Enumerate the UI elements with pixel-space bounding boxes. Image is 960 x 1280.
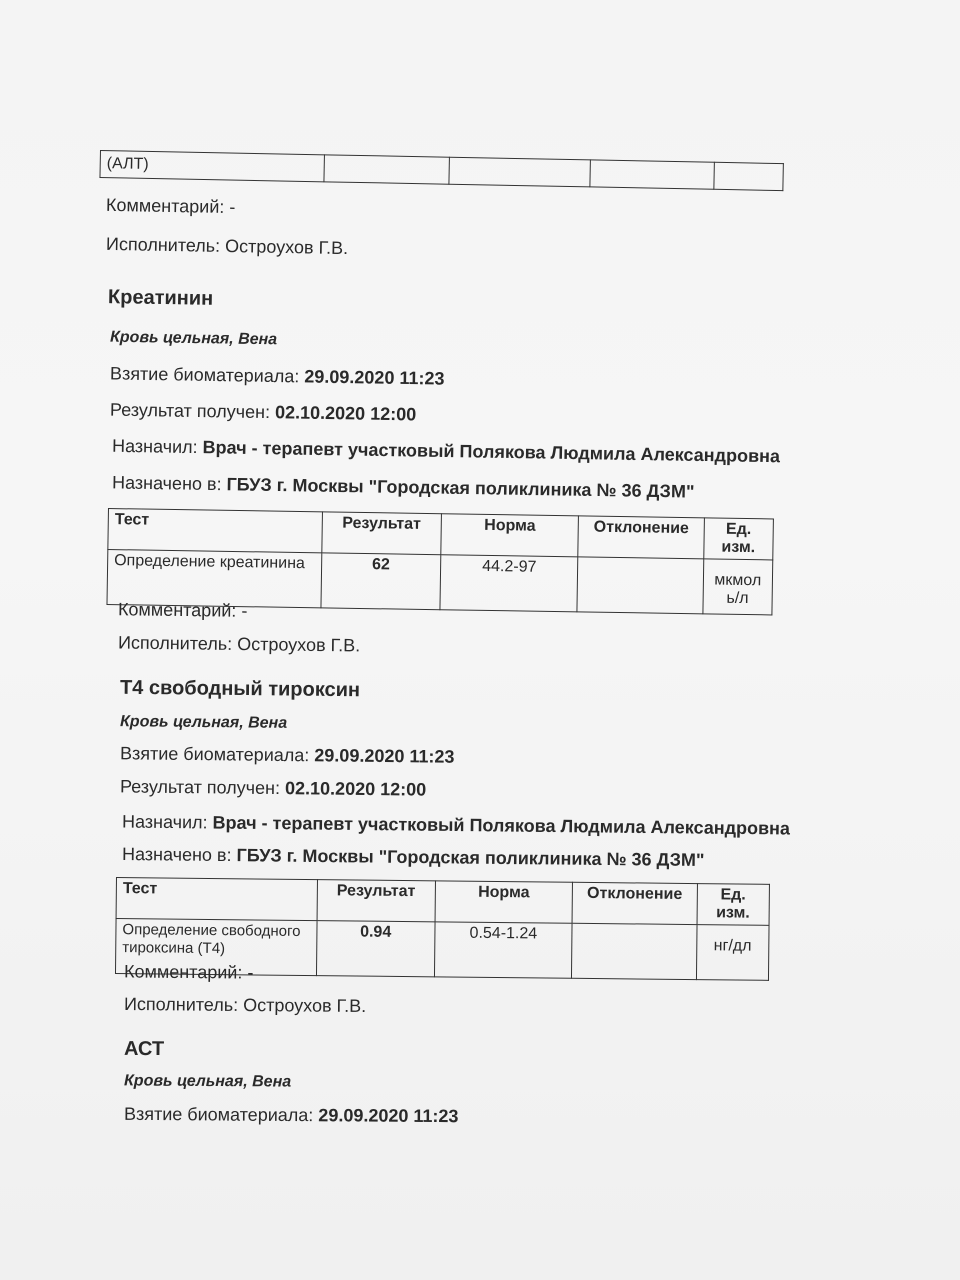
cell-norm: 44.2-97 xyxy=(440,555,578,612)
section-executor xyxy=(124,994,366,1017)
alt-deviation-cell xyxy=(589,160,714,189)
received-line xyxy=(110,400,417,426)
executor-label: Исполнитель: xyxy=(123,993,239,1015)
section-title: Креатинин xyxy=(107,286,214,310)
comment-value: - xyxy=(229,197,236,218)
assigned-in-value: ГБУЗ г. Москвы "Городская поликлиника № 36 ДЗМ" xyxy=(236,845,705,871)
executor-label: Исполнитель: xyxy=(105,233,221,256)
assigned-in-value: ГБУЗ г. Москвы "Городская поликлиника № 36 ДЗМ" xyxy=(226,474,695,502)
section-comment xyxy=(118,599,248,622)
cell-deviation xyxy=(572,923,697,979)
executor-value: Остроухов Г.В. xyxy=(243,994,367,1017)
table-header-row xyxy=(116,878,769,926)
header-result: Результат xyxy=(321,512,441,555)
cell-unit: мкмоль/л xyxy=(703,559,773,615)
collection-label: Взятие биоматериала: xyxy=(123,1103,314,1126)
executor-value: Остроухов Г.В. xyxy=(237,633,361,656)
assigned-by-line xyxy=(112,436,780,467)
assigned-in-label: Назначено в: xyxy=(111,472,222,495)
cell-deviation xyxy=(577,557,703,614)
received-label: Результат получен: xyxy=(109,399,271,423)
section-executor xyxy=(118,633,360,657)
header-unit: Ед. изм. xyxy=(704,518,774,560)
assigned-in-line xyxy=(122,844,705,871)
header-unit: Ед. изм. xyxy=(697,884,770,926)
collection-value: 29.09.2020 11:23 xyxy=(318,1105,459,1127)
header-deviation: Отклонение xyxy=(572,882,697,924)
header-test: Тест xyxy=(116,878,317,921)
alt-result-cell xyxy=(324,155,449,184)
alt-norm-cell xyxy=(449,157,590,187)
comment-label: Комментарий: xyxy=(105,194,225,217)
collection-value: 29.09.2020 11:23 xyxy=(314,745,455,767)
cell-test: Определение креатинина xyxy=(107,550,321,608)
cell-result: 62 xyxy=(321,553,441,610)
section-title: АСТ xyxy=(123,1037,165,1061)
specimen: Кровь цельная, Вена xyxy=(109,328,278,349)
received-label: Результат получен: xyxy=(119,776,281,799)
assigned-by-line xyxy=(122,812,790,840)
specimen: Кровь цельная, Вена xyxy=(123,1072,292,1091)
collection-line xyxy=(124,1104,459,1127)
executor-value: Остроухов Г.В. xyxy=(224,235,349,259)
specimen: Кровь цельная, Вена xyxy=(119,713,288,732)
collection-line xyxy=(110,363,445,389)
header-norm: Норма xyxy=(435,881,573,923)
assigned-by-label: Назначил: xyxy=(121,811,208,833)
alt-unit-cell xyxy=(714,162,783,190)
header-result: Результат xyxy=(317,880,436,922)
comment-value: - xyxy=(247,962,254,983)
assigned-by-label: Назначил: xyxy=(111,435,198,458)
assigned-in-label: Назначено в: xyxy=(121,843,232,866)
assigned-by-value: Врач - терапевт участковый Полякова Людмила Александровна xyxy=(212,812,791,839)
cell-test: Определение свободного тироксина (Т4) xyxy=(115,919,316,976)
comment-label: Комментарий: xyxy=(117,599,237,621)
assigned-by-value: Врач - терапевт участковый Полякова Людмила Александровна xyxy=(202,437,781,467)
received-line xyxy=(120,776,426,800)
header-test: Тест xyxy=(108,509,322,553)
comment-label: Комментарий: xyxy=(123,961,243,983)
collection-label: Взятие биоматериала: xyxy=(119,743,310,766)
section-title: Т4 свободный тироксин xyxy=(119,676,361,702)
alt-test-cell: (АЛТ) xyxy=(100,151,325,182)
collection-label: Взятие биоматериала: xyxy=(109,363,300,387)
received-value: 02.10.2020 12:00 xyxy=(274,402,417,425)
comment-value: - xyxy=(241,600,248,621)
collection-line xyxy=(120,743,455,768)
received-value: 02.10.2020 12:00 xyxy=(284,778,427,800)
alt-executor xyxy=(106,234,348,259)
header-deviation: Отклонение xyxy=(578,516,704,559)
alt-table-fragment xyxy=(99,150,783,191)
collection-value: 29.09.2020 11:23 xyxy=(304,366,445,389)
cell-norm: 0.54-1.24 xyxy=(434,922,572,978)
cell-unit: нг/дл xyxy=(696,925,769,981)
header-norm: Норма xyxy=(441,514,579,557)
executor-label: Исполнитель: xyxy=(117,632,233,654)
cell-result: 0.94 xyxy=(316,921,435,977)
alt-comment xyxy=(106,195,236,218)
assigned-in-line xyxy=(112,472,695,502)
section-comment xyxy=(124,961,254,983)
